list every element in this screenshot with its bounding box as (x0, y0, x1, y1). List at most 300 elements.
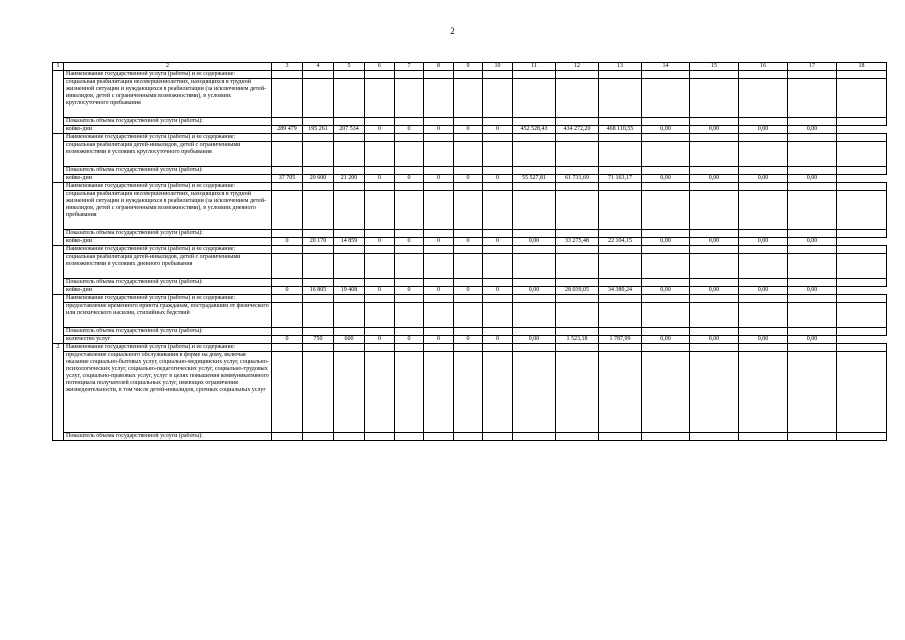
empty-cell (739, 134, 788, 142)
empty-cell (837, 352, 887, 433)
empty-cell (739, 433, 788, 441)
value-cell: 1 523,18 (556, 336, 599, 344)
empty-cell (690, 142, 739, 167)
empty-cell (303, 183, 334, 191)
empty-cell (334, 328, 365, 336)
empty-cell (513, 352, 556, 433)
header-cell: 4 (303, 63, 334, 71)
header-cell: 8 (424, 63, 454, 71)
empty-cell (424, 167, 454, 175)
empty-cell (513, 142, 556, 167)
empty-cell (483, 191, 513, 230)
empty-cell (788, 134, 837, 142)
empty-cell (599, 303, 642, 328)
empty-cell (334, 279, 365, 287)
empty-cell (837, 295, 887, 303)
empty-cell (556, 134, 599, 142)
values-row (53, 175, 887, 183)
empty-cell (272, 295, 303, 303)
empty-cell (690, 254, 739, 279)
empty-cell (272, 279, 303, 287)
empty-cell (837, 183, 887, 191)
empty-cell (599, 254, 642, 279)
empty-cell (599, 183, 642, 191)
value-cell: 0 (272, 287, 303, 295)
empty-cell (483, 254, 513, 279)
empty-cell (483, 142, 513, 167)
service-content-row (53, 79, 887, 118)
empty-cell (513, 328, 556, 336)
header-cell: 1 (53, 63, 64, 71)
row-number-cell (53, 183, 64, 246)
empty-cell (513, 118, 556, 126)
header-cell: 13 (599, 63, 642, 71)
empty-cell (642, 230, 690, 238)
value-cell: 0 (454, 336, 483, 344)
empty-cell (556, 344, 599, 352)
row-number-cell: 2 (53, 344, 64, 441)
service-name-row (53, 344, 887, 352)
empty-cell (513, 167, 556, 175)
service-name-row (53, 134, 887, 142)
empty-cell (424, 134, 454, 142)
empty-cell (837, 167, 887, 175)
empty-cell (788, 279, 837, 287)
empty-cell (272, 230, 303, 238)
value-cell: 71 163,17 (599, 175, 642, 183)
service-name-label: Наименование государственной услуги (работы) и ее содержание: (64, 134, 272, 142)
empty-cell (837, 303, 887, 328)
value-cell: 0 (365, 287, 395, 295)
empty-cell (334, 142, 365, 167)
value-cell: 19 408 (334, 287, 365, 295)
empty-cell (739, 118, 788, 126)
empty-cell (690, 328, 739, 336)
service-content: социальная реабилитация несовершеннолетних, находящихся в трудной жизненной ситуации и нуждающихся в реабилитации (за исключением детей-инвалидов, детей с ограниченными возможностями), в условиях круглосуточного пребывания (64, 79, 272, 118)
empty-cell (365, 352, 395, 433)
empty-cell (395, 344, 424, 352)
indicator-row (53, 328, 887, 336)
empty-cell (642, 328, 690, 336)
empty-cell (454, 344, 483, 352)
value-cell: 20 170 (303, 238, 334, 246)
empty-cell (454, 118, 483, 126)
indicator-label: Показатель объема государственной услуги (работы): (64, 279, 272, 287)
empty-cell (556, 142, 599, 167)
unit-label: койко-дни (64, 287, 272, 295)
empty-cell (513, 79, 556, 118)
empty-cell (454, 246, 483, 254)
empty-cell (395, 183, 424, 191)
empty-cell (365, 328, 395, 336)
empty-cell (303, 134, 334, 142)
service-name-row (53, 246, 887, 254)
value-cell: 0 (483, 238, 513, 246)
empty-cell (272, 191, 303, 230)
header-cell: 2 (64, 63, 272, 71)
empty-cell (690, 79, 739, 118)
empty-cell (395, 328, 424, 336)
data-table (52, 62, 887, 441)
value-cell: 0,00 (739, 175, 788, 183)
empty-cell (513, 279, 556, 287)
empty-cell (483, 167, 513, 175)
value-cell: 0 (395, 287, 424, 295)
empty-cell (599, 246, 642, 254)
indicator-row (53, 279, 887, 287)
value-cell: 0,00 (642, 336, 690, 344)
empty-cell (788, 230, 837, 238)
empty-cell (365, 142, 395, 167)
empty-cell (365, 279, 395, 287)
value-cell: 0 (483, 287, 513, 295)
empty-cell (334, 295, 365, 303)
value-cell: 0 (454, 126, 483, 134)
value-cell: 0 (395, 336, 424, 344)
empty-cell (303, 279, 334, 287)
empty-cell (334, 433, 365, 441)
empty-cell (395, 71, 424, 79)
empty-cell (690, 71, 739, 79)
empty-cell (513, 134, 556, 142)
empty-cell (642, 118, 690, 126)
value-cell: 0 (395, 126, 424, 134)
header-row (53, 63, 887, 71)
empty-cell (556, 246, 599, 254)
empty-cell (690, 134, 739, 142)
empty-cell (599, 352, 642, 433)
value-cell: 0,00 (739, 336, 788, 344)
service-content: предоставление социального обслуживания в форме на дому, включая оказание социально-бытовых услуг, социально-медицинских услуг, социально-психологических услуг, социально-педагогических услуг, социально-трудовых услуг, социально-правовых услуг, услуг в целях повышения коммуникативного потенциала получателей социальных услуг, имеющих ограничения жизнедеятельности, в том числе детей-инвалидов, срочных социальных услуг (64, 352, 272, 433)
empty-cell (272, 254, 303, 279)
empty-cell (837, 328, 887, 336)
empty-cell (303, 118, 334, 126)
empty-cell (334, 79, 365, 118)
empty-cell (424, 328, 454, 336)
header-cell: 5 (334, 63, 365, 71)
value-cell: 452 528,43 (513, 126, 556, 134)
empty-cell (395, 279, 424, 287)
value-cell: 1 787,99 (599, 336, 642, 344)
value-cell: 0 (424, 238, 454, 246)
empty-cell (837, 134, 887, 142)
empty-cell (303, 246, 334, 254)
service-content-row (53, 303, 887, 328)
value-cell: 0,00 (690, 287, 739, 295)
value-cell: 0 (365, 175, 395, 183)
empty-cell (303, 254, 334, 279)
empty-cell (365, 71, 395, 79)
empty-cell (454, 191, 483, 230)
header-cell: 3 (272, 63, 303, 71)
value-cell: 0,00 (788, 175, 837, 183)
indicator-row (53, 230, 887, 238)
empty-cell (642, 191, 690, 230)
empty-cell (454, 134, 483, 142)
header-cell: 10 (483, 63, 513, 71)
value-cell: 0 (365, 126, 395, 134)
empty-cell (365, 79, 395, 118)
empty-cell (642, 79, 690, 118)
empty-cell (556, 79, 599, 118)
empty-cell (837, 254, 887, 279)
service-content-row (53, 142, 887, 167)
empty-cell (599, 167, 642, 175)
value-cell: 0,00 (690, 126, 739, 134)
empty-cell (303, 303, 334, 328)
empty-cell (642, 134, 690, 142)
value-cell: 55 527,81 (513, 175, 556, 183)
empty-cell (272, 118, 303, 126)
value-cell: 207 534 (334, 126, 365, 134)
empty-cell (739, 295, 788, 303)
empty-cell (365, 183, 395, 191)
empty-cell (424, 230, 454, 238)
empty-cell (788, 295, 837, 303)
empty-cell (599, 118, 642, 126)
empty-cell (483, 279, 513, 287)
empty-cell (599, 230, 642, 238)
service-content: социальная реабилитация детей-инвалидов, детей с ограниченными возможностями в условиях дневного пребывания (64, 254, 272, 279)
service-name-label: Наименование государственной услуги (работы) и ее содержание: (64, 295, 272, 303)
header-cell: 9 (454, 63, 483, 71)
value-cell: 0 (483, 336, 513, 344)
empty-cell (513, 344, 556, 352)
empty-cell (556, 191, 599, 230)
service-name-label: Наименование государственной услуги (работы) и ее содержание: (64, 246, 272, 254)
empty-cell (424, 246, 454, 254)
value-cell: 0,00 (642, 126, 690, 134)
empty-cell (365, 246, 395, 254)
value-cell: 28 039,05 (556, 287, 599, 295)
empty-cell (690, 303, 739, 328)
empty-cell (334, 167, 365, 175)
page-number: 2 (450, 26, 455, 36)
header-cell: 7 (395, 63, 424, 71)
empty-cell (690, 279, 739, 287)
empty-cell (454, 79, 483, 118)
empty-cell (599, 142, 642, 167)
empty-cell (513, 191, 556, 230)
service-content: социальная реабилитация несовершеннолетних, находящихся в трудной жизненной ситуации и нуждающихся в реабилитации (за исключением детей-инвалидов, детей с ограниченными возможностями), в условиях дневного пребывания (64, 191, 272, 230)
value-cell: 0 (454, 287, 483, 295)
empty-cell (837, 433, 887, 441)
empty-cell (690, 118, 739, 126)
empty-cell (454, 254, 483, 279)
empty-cell (272, 71, 303, 79)
empty-cell (690, 352, 739, 433)
row-number-cell (53, 246, 64, 295)
empty-cell (556, 167, 599, 175)
empty-cell (365, 295, 395, 303)
empty-cell (483, 183, 513, 191)
values-row (53, 336, 887, 344)
empty-cell (483, 344, 513, 352)
value-cell: 0,00 (690, 175, 739, 183)
value-cell: 468 110,55 (599, 126, 642, 134)
service-name-row (53, 71, 887, 79)
service-name-label: Наименование государственной услуги (работы) и ее содержание: (64, 344, 272, 352)
value-cell: 0 (365, 238, 395, 246)
empty-cell (303, 142, 334, 167)
empty-cell (424, 79, 454, 118)
empty-cell (599, 79, 642, 118)
empty-cell (334, 71, 365, 79)
value-cell: 0,00 (690, 336, 739, 344)
empty-cell (334, 183, 365, 191)
empty-cell (483, 79, 513, 118)
value-cell: 0,00 (513, 238, 556, 246)
empty-cell (454, 167, 483, 175)
empty-cell (788, 71, 837, 79)
empty-cell (395, 230, 424, 238)
empty-cell (272, 328, 303, 336)
value-cell: 0,00 (739, 287, 788, 295)
value-cell: 0 (272, 238, 303, 246)
empty-cell (272, 142, 303, 167)
empty-cell (454, 328, 483, 336)
empty-cell (739, 79, 788, 118)
empty-cell (739, 328, 788, 336)
empty-cell (513, 295, 556, 303)
empty-cell (837, 279, 887, 287)
value-cell: 0 (395, 175, 424, 183)
empty-cell (424, 191, 454, 230)
empty-cell (556, 118, 599, 126)
value-cell: 0 (424, 287, 454, 295)
empty-cell (599, 344, 642, 352)
indicator-label: Показатель объема государственной услуги (работы): (64, 328, 272, 336)
value-cell: 0,00 (788, 336, 837, 344)
empty-cell (599, 433, 642, 441)
empty-cell (272, 344, 303, 352)
empty-cell (599, 295, 642, 303)
empty-cell (788, 191, 837, 230)
empty-cell (483, 328, 513, 336)
value-cell: 0,00 (642, 238, 690, 246)
empty-cell (739, 303, 788, 328)
empty-cell (424, 303, 454, 328)
empty-cell (513, 246, 556, 254)
empty-cell (454, 303, 483, 328)
value-cell: 600 (334, 336, 365, 344)
empty-cell (642, 254, 690, 279)
row-number-cell (53, 295, 64, 344)
empty-cell (642, 295, 690, 303)
empty-cell (642, 183, 690, 191)
empty-cell (599, 328, 642, 336)
service-content-row (53, 254, 887, 279)
value-cell: 434 272,20 (556, 126, 599, 134)
indicator-label: Показатель объема государственной услуги (работы): (64, 167, 272, 175)
empty-cell (690, 295, 739, 303)
empty-cell (272, 79, 303, 118)
empty-cell (303, 352, 334, 433)
empty-cell (424, 295, 454, 303)
empty-cell (483, 433, 513, 441)
empty-cell (690, 167, 739, 175)
empty-cell (334, 303, 365, 328)
unit-label: койко-дни (64, 126, 272, 134)
value-cell: 34 389,24 (599, 287, 642, 295)
value-cell: 0,00 (513, 336, 556, 344)
value-cell: 289 479 (272, 126, 303, 134)
empty-cell (483, 134, 513, 142)
empty-cell (599, 134, 642, 142)
empty-cell (642, 303, 690, 328)
empty-cell (395, 246, 424, 254)
value-cell: 0,00 (739, 126, 788, 134)
header-cell: 12 (556, 63, 599, 71)
empty-cell (739, 71, 788, 79)
value-cell: 0 (483, 175, 513, 183)
row-number-cell (53, 134, 64, 183)
empty-cell (365, 167, 395, 175)
row-number-cell (53, 71, 64, 134)
empty-cell (454, 279, 483, 287)
empty-cell (272, 246, 303, 254)
header-cell: 11 (513, 63, 556, 71)
empty-cell (303, 230, 334, 238)
empty-cell (424, 344, 454, 352)
empty-cell (424, 71, 454, 79)
empty-cell (788, 433, 837, 441)
empty-cell (739, 142, 788, 167)
empty-cell (303, 191, 334, 230)
empty-cell (513, 71, 556, 79)
value-cell: 33 275,48 (556, 238, 599, 246)
empty-cell (837, 191, 887, 230)
empty-cell (642, 433, 690, 441)
empty-cell (556, 230, 599, 238)
service-name-row (53, 183, 887, 191)
empty-cell (788, 246, 837, 254)
value-cell: 0,00 (642, 287, 690, 295)
unit-label: количество услуг (64, 336, 272, 344)
empty-cell (739, 344, 788, 352)
empty-cell (556, 71, 599, 79)
empty-cell (690, 246, 739, 254)
header-cell: 16 (739, 63, 788, 71)
empty-cell (395, 254, 424, 279)
value-cell: 0 (424, 126, 454, 134)
header-cell: 14 (642, 63, 690, 71)
empty-cell (513, 230, 556, 238)
values-row (53, 238, 887, 246)
empty-cell (334, 191, 365, 230)
empty-cell (483, 71, 513, 79)
indicator-row (53, 118, 887, 126)
value-cell: 0,00 (788, 126, 837, 134)
empty-cell (642, 71, 690, 79)
empty-cell (395, 79, 424, 118)
empty-cell (424, 183, 454, 191)
empty-cell (599, 191, 642, 230)
empty-cell (642, 352, 690, 433)
empty-cell (788, 328, 837, 336)
empty-cell (788, 344, 837, 352)
empty-cell (837, 246, 887, 254)
value-cell: 14 859 (334, 238, 365, 246)
empty-cell (272, 303, 303, 328)
empty-cell (395, 142, 424, 167)
indicator-label: Показатель объема государственной услуги (работы): (64, 433, 272, 441)
header-cell: 6 (365, 63, 395, 71)
empty-cell (788, 352, 837, 433)
empty-cell (556, 183, 599, 191)
empty-cell (483, 230, 513, 238)
empty-cell (483, 303, 513, 328)
